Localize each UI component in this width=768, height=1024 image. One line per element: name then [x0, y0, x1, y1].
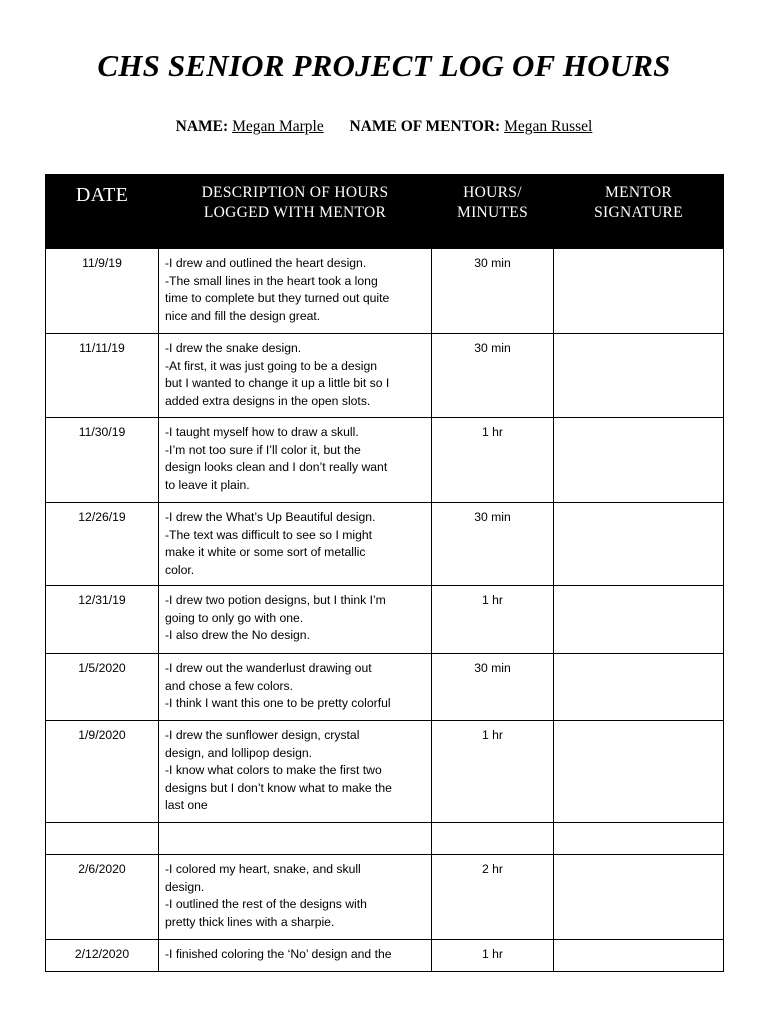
mentor-signature-cell	[554, 855, 724, 940]
signature-header: MENTOR SIGNATURE	[554, 175, 724, 249]
mentor-signature-cell	[554, 721, 724, 823]
date-header: DATE	[46, 175, 159, 249]
name-label: NAME:	[175, 118, 229, 135]
hours-cell: 30 min	[432, 249, 554, 334]
mentor-signature-cell	[554, 940, 724, 972]
table-row	[46, 249, 724, 334]
description-line: -The text was difficult to see so I might	[165, 527, 373, 542]
mentor-signature-cell	[554, 334, 724, 418]
description-line: -I drew and outlined the heart design.	[165, 256, 367, 270]
description-line: -I drew out the wanderlust drawing out	[165, 661, 372, 675]
hours-log-table	[45, 174, 724, 972]
description-line: to leave it plain.	[165, 477, 250, 492]
description-line: -I drew the snake design.	[165, 341, 302, 355]
description-line: added extra designs in the open slots.	[165, 393, 371, 408]
description-line: pretty thick lines with a sharpie.	[165, 914, 335, 929]
mentor-signature-cell	[554, 503, 724, 586]
table-row	[46, 721, 724, 823]
hours-header: HOURS/ MINUTES	[432, 175, 554, 249]
hours-cell: 2 hr	[432, 855, 554, 940]
description-line: -The small lines in the heart took a long	[165, 273, 378, 288]
table-row	[46, 586, 724, 654]
description-line: -I drew the sunflower design, crystal	[165, 728, 360, 742]
table-row	[46, 654, 724, 721]
hours-cell: 1 hr	[432, 418, 554, 503]
description-line: -I think I want this one to be pretty colorful	[165, 696, 391, 710]
description-line: and chose a few colors.	[165, 678, 294, 693]
description-line: design looks clean and I don’t really want	[165, 460, 388, 474]
mentor-signature-cell	[554, 418, 724, 503]
description-cell	[159, 721, 432, 823]
description-cell	[159, 503, 432, 586]
description-line: but I wanted to change it up a little bit so I	[165, 376, 390, 390]
description-line: -I taught myself how to draw a skull.	[165, 425, 359, 439]
hours-cell: 1 hr	[432, 721, 554, 823]
description-line: -At first, it was just going to be a design	[165, 358, 378, 373]
mentor-signature-cell	[554, 249, 724, 334]
description-line: make it white or some sort of metallic	[165, 545, 366, 559]
description-line: design, and lollipop design.	[165, 745, 313, 760]
date-cell: 11/30/19	[46, 418, 159, 503]
description-line: -I know what colors to make the first two	[165, 763, 382, 777]
student-name: Megan Marple	[232, 118, 324, 135]
hours-cell: 30 min	[432, 654, 554, 721]
table-row	[46, 940, 724, 972]
description-cell	[159, 249, 432, 334]
hours-cell: 1 hr	[432, 940, 554, 972]
table-row	[46, 418, 724, 503]
date-cell: 11/11/19	[46, 334, 159, 418]
description-line: color.	[165, 562, 195, 577]
description-line: nice and fill the design great.	[165, 308, 321, 323]
table-row	[46, 823, 724, 855]
date-cell: 11/9/19	[46, 249, 159, 334]
mentor-label: NAME OF MENTOR:	[349, 118, 501, 135]
description-line: design.	[165, 879, 205, 894]
hours-cell: 30 min	[432, 503, 554, 586]
hours-cell	[432, 823, 554, 855]
mentor-signature-cell	[554, 654, 724, 721]
description-cell	[159, 855, 432, 940]
names-line	[0, 118, 768, 136]
date-cell: 2/6/2020	[46, 855, 159, 940]
description-line: time to complete but they turned out quite	[165, 291, 390, 305]
description-cell	[159, 586, 432, 654]
description-line: -I’m not too sure if I’ll color it, but the	[165, 442, 361, 457]
description-line: -I drew two potion designs, but I think I’m	[165, 593, 386, 607]
description-line: -I outlined the rest of the designs with	[165, 897, 367, 911]
description-line: -I also drew the No design.	[165, 628, 310, 642]
table-row	[46, 503, 724, 586]
description-line: going to only go with one.	[165, 610, 304, 625]
page-title: CHS SENIOR PROJECT LOG OF HOURS	[97, 48, 671, 83]
description-line: -I drew the What’s Up Beautiful design.	[165, 510, 376, 524]
description-line: -I finished coloring the ‘No’ design and the	[165, 947, 392, 961]
description-line: last one	[165, 798, 208, 812]
hours-cell: 1 hr	[432, 586, 554, 654]
description-line: -I colored my heart, snake, and skull	[165, 862, 361, 876]
mentor-signature-cell	[554, 823, 724, 855]
table-header-row	[46, 175, 724, 249]
mentor-signature-cell	[554, 586, 724, 654]
date-cell: 1/9/2020	[46, 721, 159, 823]
table-row	[46, 334, 724, 418]
date-cell: 12/26/19	[46, 503, 159, 586]
hours-cell: 30 min	[432, 334, 554, 418]
mentor-name: Megan Russel	[504, 118, 593, 135]
description-cell	[159, 334, 432, 418]
description-cell	[159, 418, 432, 503]
description-cell	[159, 823, 432, 855]
table-row	[46, 855, 724, 940]
date-cell: 1/5/2020	[46, 654, 159, 721]
date-cell	[46, 823, 159, 855]
date-cell: 2/12/2020	[46, 940, 159, 972]
description-cell	[159, 940, 432, 972]
date-cell: 12/31/19	[46, 586, 159, 654]
description-header: DESCRIPTION OF HOURS LOGGED WITH MENTOR	[159, 175, 432, 249]
description-line: designs but I don’t know what to make the	[165, 780, 392, 795]
description-cell	[159, 654, 432, 721]
